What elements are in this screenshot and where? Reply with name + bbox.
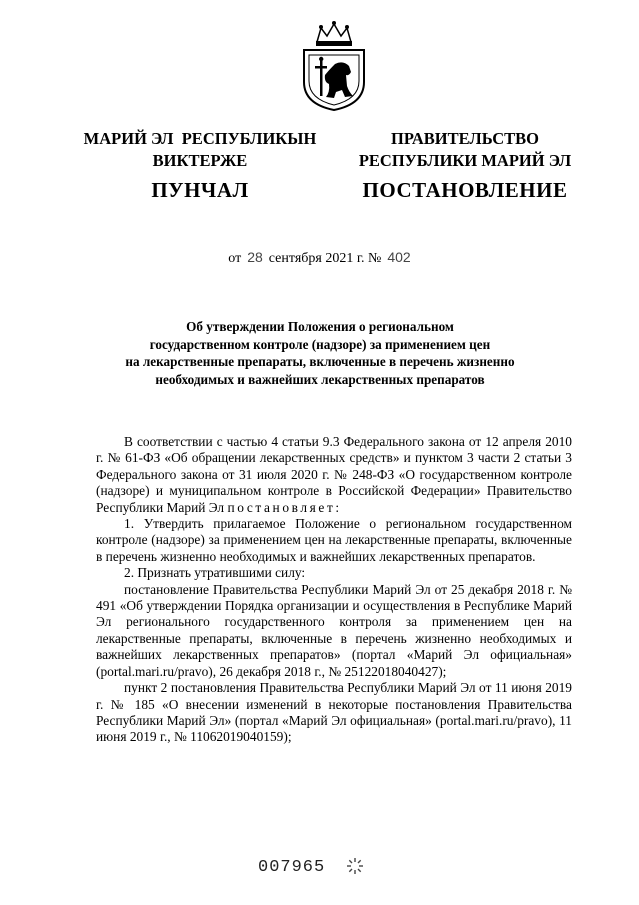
title-line: необходимых и важнейших лекарственных препаратов bbox=[155, 371, 485, 387]
title-line: государственном контроле (надзоре) за применением цен bbox=[149, 336, 491, 352]
document-title bbox=[120, 318, 520, 388]
header-left-line2: ВИКТЕРЖЕ bbox=[152, 151, 248, 170]
paragraph-4: пункт 2 постановления Правительства Республики Марий Эл от 11 июня 2019 г. № 185 «О внесении изменений в некоторые постановления Правительства Республики Марий Эл» (портал «Марий Эл официальная» (portal.mari.ru/pravo), 11 июня 2019 г., № 11062019040159); bbox=[96, 680, 572, 745]
document-number: 402 bbox=[387, 249, 411, 265]
coat-of-arms-icon bbox=[299, 20, 369, 112]
header-right-line2: РЕСПУБЛИКИ МАРИЙ ЭЛ bbox=[358, 151, 572, 170]
header-right-line1: ПРАВИТЕЛЬСТВО bbox=[391, 129, 539, 148]
paragraph-1: 1. Утвердить прилагаемое Положение о региональном государственном контроле (надзоре) за применением цен на лекарственные препараты, включенные в перечень жизненно необходимых и важнейших лекарственных препаратов. bbox=[96, 516, 572, 564]
date-prefix: от bbox=[228, 251, 242, 266]
date-day: 28 bbox=[247, 249, 263, 265]
date-line bbox=[0, 249, 639, 267]
header-left bbox=[75, 128, 325, 201]
ornament-icon bbox=[346, 857, 364, 875]
date-month-year: сентября 2021 г. № bbox=[268, 251, 382, 266]
document-body bbox=[96, 434, 572, 746]
title-line: на лекарственные препараты, включенные в перечень жизненно bbox=[125, 354, 515, 369]
header-right-doc-type: ПОСТАНОВЛЕНИЕ bbox=[362, 178, 568, 202]
header-left-doc-type: ПУНЧАЛ bbox=[151, 178, 249, 202]
title-line: Об утверждении Положения о региональном bbox=[186, 319, 454, 334]
paragraph-intro bbox=[96, 434, 572, 516]
header-left-line1: МАРИЙ ЭЛ РЕСПУБЛИКЫН bbox=[83, 129, 317, 148]
paragraph-2: 2. Признать утратившими силу: bbox=[124, 565, 306, 581]
paragraph-3: постановление Правительства Республики Марий Эл от 25 декабря 2018 г. № 491 «Об утверждении Порядка организации и осуществления в Республике Марий Эл регионального государственного контроля за применением цен на лекарственные препараты, включенные в перечень жизненно необходимых и важнейших лекарственных препаратов» (портал «Марий Эл официальная» (portal.mari.ru/pravo), 26 декабря 2018 г., № 25122018040427); bbox=[96, 581, 572, 679]
intro-decree-word: постановляет: bbox=[227, 499, 342, 515]
header-right bbox=[350, 128, 580, 201]
intro-text: В соответствии с частью 4 статьи 9.3 Федерального закона от 12 апреля 2010 г. № 61-ФЗ «Об обращении лекарственных средств» и пунктом 3 части 2 статьи 3 Федерального закона от 31 июля 2020 г. № 248-ФЗ «О государственном контроле (надзоре) и муниципальном контроле в Российской Федерации» Правительство Республики Марий Эл bbox=[96, 434, 572, 515]
serial-number: 007965 bbox=[258, 858, 326, 877]
